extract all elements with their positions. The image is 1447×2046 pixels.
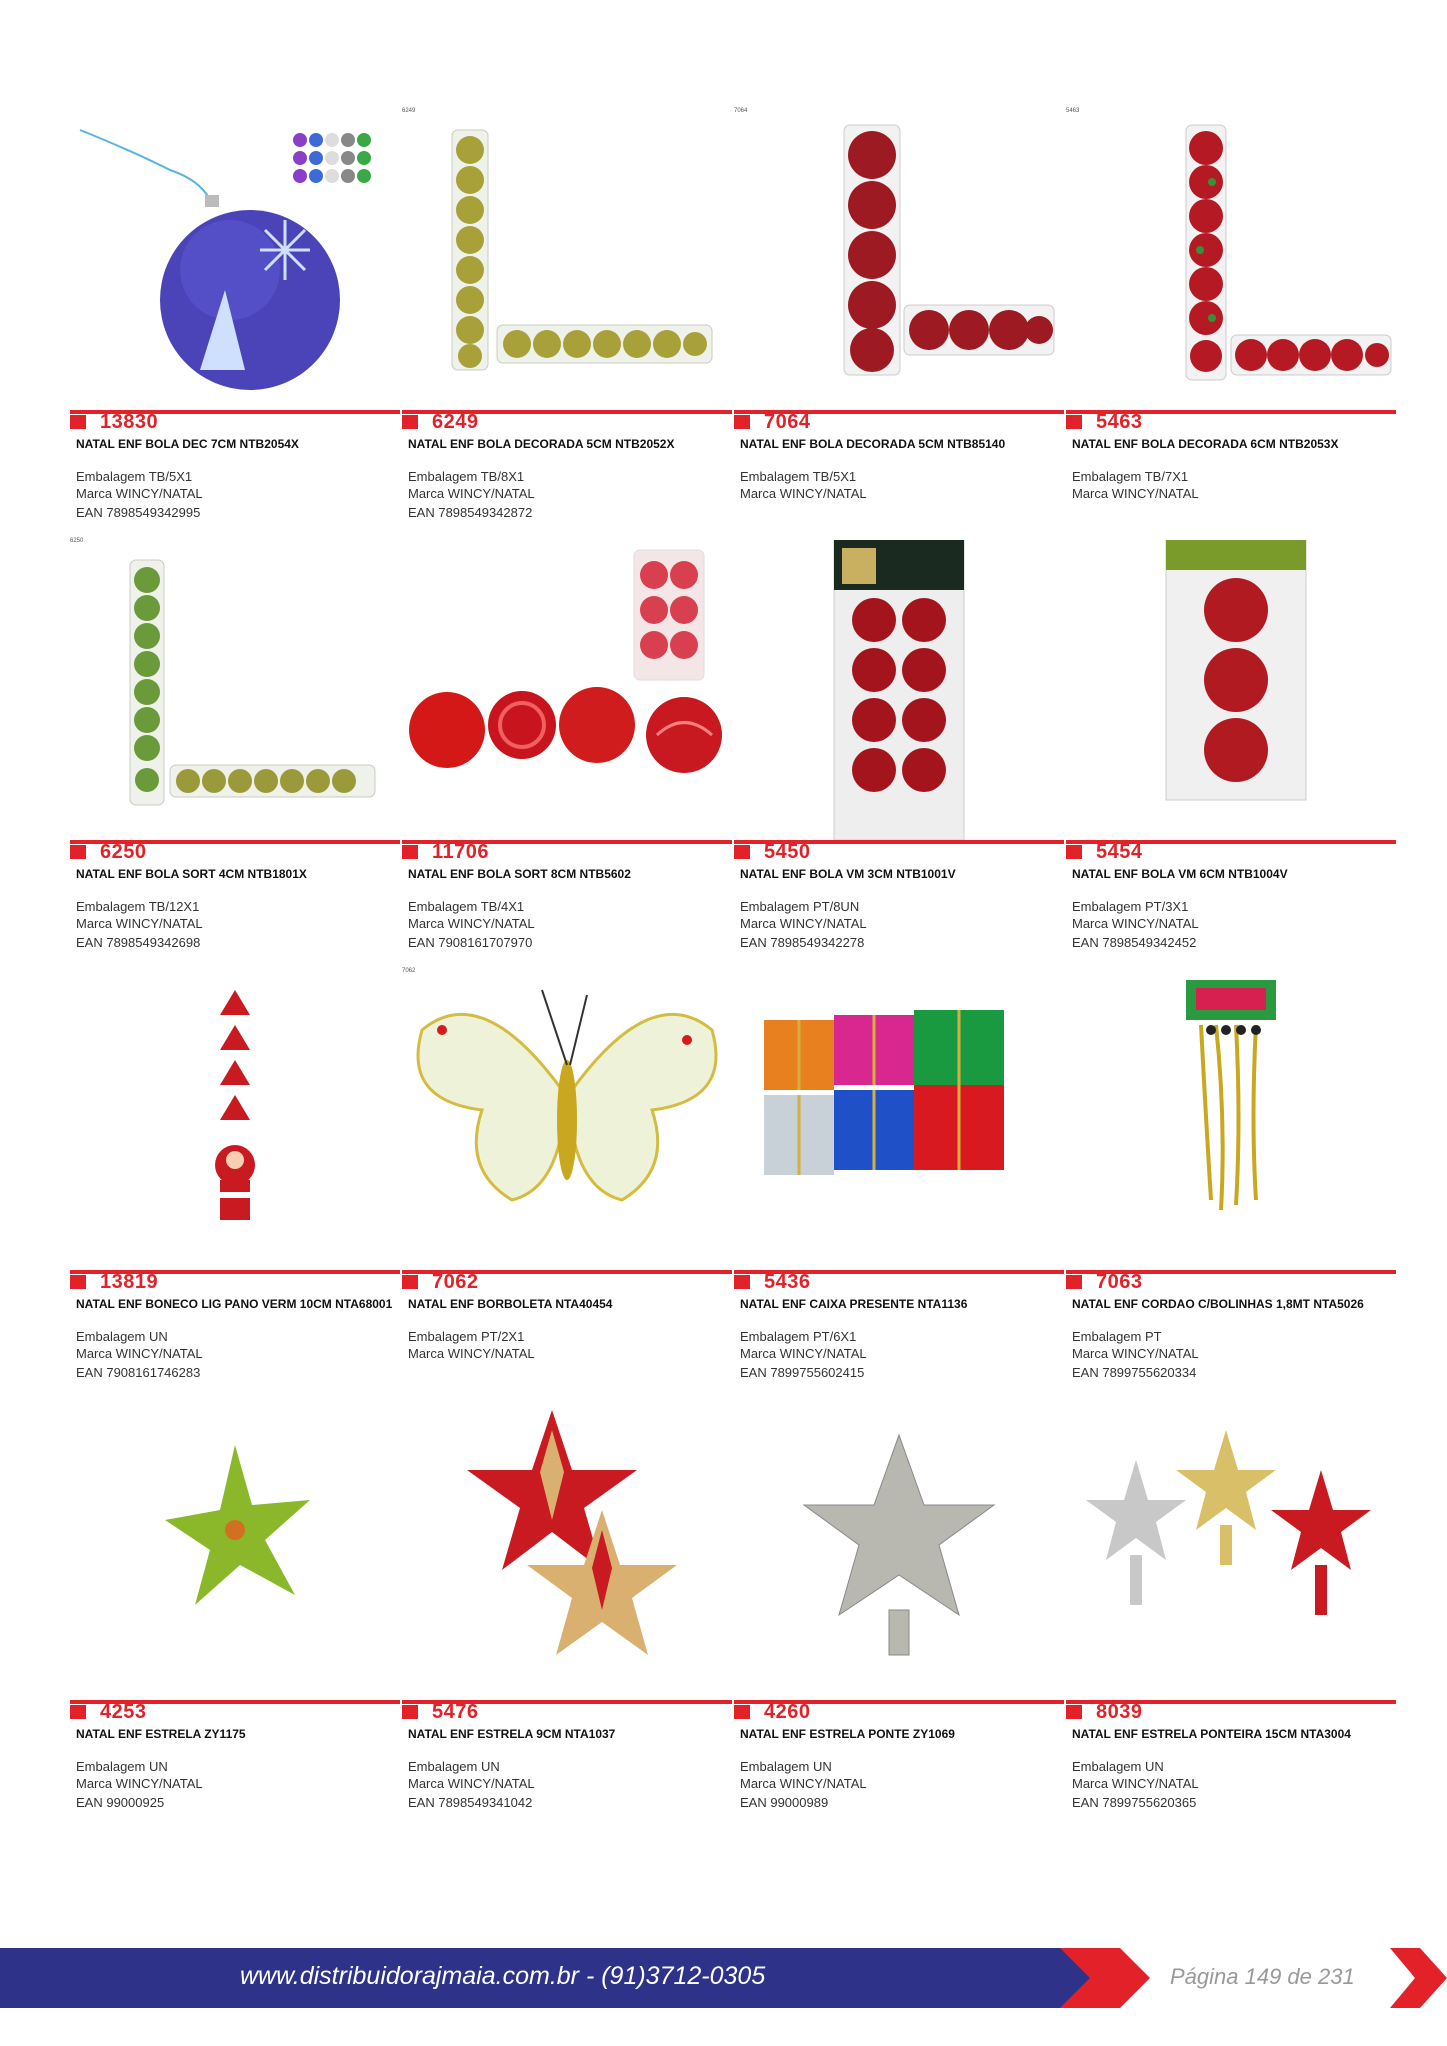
product-card: [1066, 540, 1396, 960]
product-ean: EAN 7899755602415: [740, 1365, 865, 1380]
product-code: 5450: [764, 841, 811, 863]
image-tag: 6250: [70, 538, 84, 544]
red-green-balls-tube-image: [1066, 110, 1396, 410]
butterfly-image: [402, 970, 732, 1270]
product-card: [734, 970, 1064, 1390]
product-code: 4260: [764, 1701, 811, 1723]
product-marca: Marca WINCY/NATAL: [408, 486, 535, 501]
gold-balls-tube-image: [402, 110, 732, 410]
red-marker: [70, 845, 86, 859]
product-image: [70, 970, 400, 1270]
product-name: NATAL ENF ESTRELA PONTEIRA 15CM NTA3004: [1072, 1727, 1351, 1741]
red-marker: [70, 1705, 86, 1719]
red-marker: [70, 415, 86, 429]
product-image: [1066, 110, 1396, 410]
red-marker: [1066, 1275, 1082, 1289]
product-name: NATAL ENF ESTRELA ZY1175: [76, 1727, 246, 1741]
product-image: [1066, 1400, 1396, 1700]
product-marca: Marca WINCY/NATAL: [76, 1346, 203, 1361]
product-card: [734, 110, 1064, 530]
image-tag: 7062: [402, 968, 416, 974]
product-code: 8039: [1096, 1701, 1143, 1723]
purple-snowflake-ball-image: [70, 110, 400, 410]
product-marca: Marca WINCY/NATAL: [76, 486, 203, 501]
product-name: NATAL ENF BOLA DECORADA 5CM NTB85140: [740, 437, 1006, 451]
product-card: [1066, 1400, 1396, 1820]
product-name: NATAL ENF BOLA SORT 8CM NTB5602: [408, 867, 631, 881]
product-embalagem: Embalagem PT/6X1: [740, 1329, 857, 1344]
product-card: [402, 970, 732, 1390]
product-code: 6249: [432, 411, 479, 433]
product-code: 5463: [1096, 411, 1143, 433]
product-embalagem: Embalagem UN: [1072, 1759, 1164, 1774]
product-embalagem: Embalagem TB/5X1: [740, 469, 857, 484]
page-footer: [0, 1948, 1447, 2008]
product-name: NATAL ENF BONECO LIG PANO VERM 10CM NTA68001: [76, 1297, 393, 1311]
product-image: [734, 1400, 1064, 1700]
product-code: 7062: [432, 1271, 479, 1293]
product-image: [734, 970, 1064, 1270]
product-ean: EAN 99000925: [76, 1795, 165, 1810]
product-code: 7063: [1096, 1271, 1143, 1293]
red-marker: [1066, 1705, 1082, 1719]
product-ean: EAN 7899755620334: [1072, 1365, 1197, 1380]
product-name: NATAL ENF BOLA DECORADA 6CM NTB2053X: [1072, 437, 1339, 451]
product-code: 13819: [100, 1271, 159, 1293]
red-marker: [734, 1275, 750, 1289]
red-balls-bag-image: [734, 540, 1064, 840]
product-marca: Marca WINCY/NATAL: [1072, 916, 1199, 931]
product-ean: EAN 7898549341042: [408, 1795, 533, 1810]
product-name: NATAL ENF BOLA DECORADA 5CM NTB2052X: [408, 437, 675, 451]
product-embalagem: Embalagem PT/3X1: [1072, 899, 1189, 914]
product-marca: Marca WINCY/NATAL: [76, 916, 203, 931]
product-image: [402, 540, 732, 840]
product-name: NATAL ENF CORDAO C/BOLINHAS 1,8MT NTA5026: [1072, 1297, 1364, 1311]
glitter-tree-toppers-image: [1066, 1400, 1396, 1700]
product-card: [70, 970, 400, 1390]
product-code: 13830: [100, 411, 159, 433]
product-embalagem: Embalagem TB/7X1: [1072, 469, 1189, 484]
product-ean: EAN 7898549342872: [408, 505, 533, 520]
green-star-image: [70, 1400, 400, 1700]
product-image: [734, 110, 1064, 410]
product-code: 11706: [432, 841, 490, 863]
product-card: [402, 1400, 732, 1820]
product-marca: Marca WINCY/NATAL: [408, 916, 535, 931]
product-marca: Marca WINCY/NATAL: [1072, 1346, 1199, 1361]
product-embalagem: Embalagem TB/5X1: [76, 469, 193, 484]
product-name: NATAL ENF BOLA VM 6CM NTB1004V: [1072, 867, 1288, 881]
product-code: 5476: [432, 1701, 479, 1723]
product-card: [402, 110, 732, 530]
red-marker: [402, 845, 418, 859]
product-card: [1066, 970, 1396, 1390]
image-tag: 6249: [402, 108, 416, 114]
product-marca: Marca WINCY/NATAL: [408, 1346, 535, 1361]
red-marker: [734, 415, 750, 429]
product-marca: Marca WINCY/NATAL: [1072, 486, 1199, 501]
product-marca: Marca WINCY/NATAL: [76, 1776, 203, 1791]
product-embalagem: Embalagem PT/8UN: [740, 899, 860, 914]
product-name: NATAL ENF ESTRELA PONTE ZY1069: [740, 1727, 955, 1741]
product-ean: EAN 7898549342995: [76, 505, 201, 520]
amor-santa-image: [70, 970, 400, 1270]
product-image: [70, 1400, 400, 1700]
product-marca: Marca WINCY/NATAL: [740, 1776, 867, 1791]
product-image: [734, 540, 1064, 840]
gift-boxes-image: [734, 970, 1064, 1270]
red-assorted-balls-image: [402, 540, 732, 840]
red-marker: [402, 1705, 418, 1719]
product-image: [1066, 540, 1396, 840]
product-card: [402, 540, 732, 960]
product-card: [70, 110, 400, 530]
red-marker: [1066, 415, 1082, 429]
red-marker: [402, 1275, 418, 1289]
product-ean: EAN 7908161707970: [408, 935, 533, 950]
product-embalagem: Embalagem TB/12X1: [76, 899, 200, 914]
product-marca: Marca WINCY/NATAL: [740, 486, 867, 501]
page-number: Página 149 de 231: [1170, 1964, 1355, 1989]
product-card: [70, 1400, 400, 1820]
product-embalagem: Embalagem PT: [1072, 1329, 1162, 1344]
red-balls-tube-image: [734, 110, 1064, 410]
product-card: [70, 540, 400, 960]
product-ean: EAN 99000989: [740, 1795, 829, 1810]
product-embalagem: Embalagem UN: [408, 1759, 500, 1774]
red-marker: [734, 845, 750, 859]
product-code: 5454: [1096, 841, 1143, 863]
product-embalagem: Embalagem UN: [740, 1759, 832, 1774]
product-card: [734, 1400, 1064, 1820]
bead-garland-image: [1066, 970, 1396, 1270]
green-gold-balls-tube-image: [70, 540, 400, 840]
product-name: NATAL ENF BOLA SORT 4CM NTB1801X: [76, 867, 307, 881]
product-name: NATAL ENF BOLA DEC 7CM NTB2054X: [76, 437, 299, 451]
product-code: 4253: [100, 1701, 147, 1723]
product-ean: EAN 7898549342452: [1072, 935, 1197, 950]
red-balls-bag-3-image: [1066, 540, 1396, 840]
red-marker: [734, 1705, 750, 1719]
product-ean: EAN 7908161746283: [76, 1365, 201, 1380]
product-marca: Marca WINCY/NATAL: [1072, 1776, 1199, 1791]
product-embalagem: Embalagem PT/2X1: [408, 1329, 525, 1344]
product-image: [402, 110, 732, 410]
product-ean: EAN 7899755620365: [1072, 1795, 1197, 1810]
product-code: 7064: [764, 411, 811, 433]
red-chevron-icon: [1060, 1948, 1160, 2008]
red-marker: [70, 1275, 86, 1289]
product-name: NATAL ENF ESTRELA 9CM NTA1037: [408, 1727, 616, 1741]
product-image: [402, 970, 732, 1270]
image-tag: 7064: [734, 108, 748, 114]
product-embalagem: Embalagem TB/8X1: [408, 469, 525, 484]
product-marca: Marca WINCY/NATAL: [740, 1346, 867, 1361]
product-marca: Marca WINCY/NATAL: [408, 1776, 535, 1791]
silver-tree-topper-image: [734, 1400, 1064, 1700]
product-code: 5436: [764, 1271, 811, 1293]
product-ean: EAN 7898549342698: [76, 935, 201, 950]
product-code: 6250: [100, 841, 147, 863]
red-gold-stars-image: [402, 1400, 732, 1700]
product-image: [1066, 970, 1396, 1270]
product-card: [734, 540, 1064, 960]
product-image: [70, 540, 400, 840]
product-name: NATAL ENF BOLA VM 3CM NTB1001V: [740, 867, 956, 881]
product-image: [402, 1400, 732, 1700]
product-name: NATAL ENF BORBOLETA NTA40454: [408, 1297, 613, 1311]
red-marker: [1066, 845, 1082, 859]
product-embalagem: Embalagem UN: [76, 1759, 168, 1774]
red-marker: [402, 415, 418, 429]
product-embalagem: Embalagem TB/4X1: [408, 899, 525, 914]
product-image: [70, 110, 400, 410]
product-ean: EAN 7898549342278: [740, 935, 865, 950]
red-chevron-end-icon: [1390, 1948, 1447, 2008]
product-name: NATAL ENF CAIXA PRESENTE NTA1136: [740, 1297, 968, 1311]
product-card: [1066, 110, 1396, 530]
product-marca: Marca WINCY/NATAL: [740, 916, 867, 931]
product-embalagem: Embalagem UN: [76, 1329, 168, 1344]
footer-contact[interactable]: www.distribuidorajmaia.com.br - (91)3712-0305: [240, 1962, 766, 1990]
image-tag: 5463: [1066, 108, 1080, 114]
